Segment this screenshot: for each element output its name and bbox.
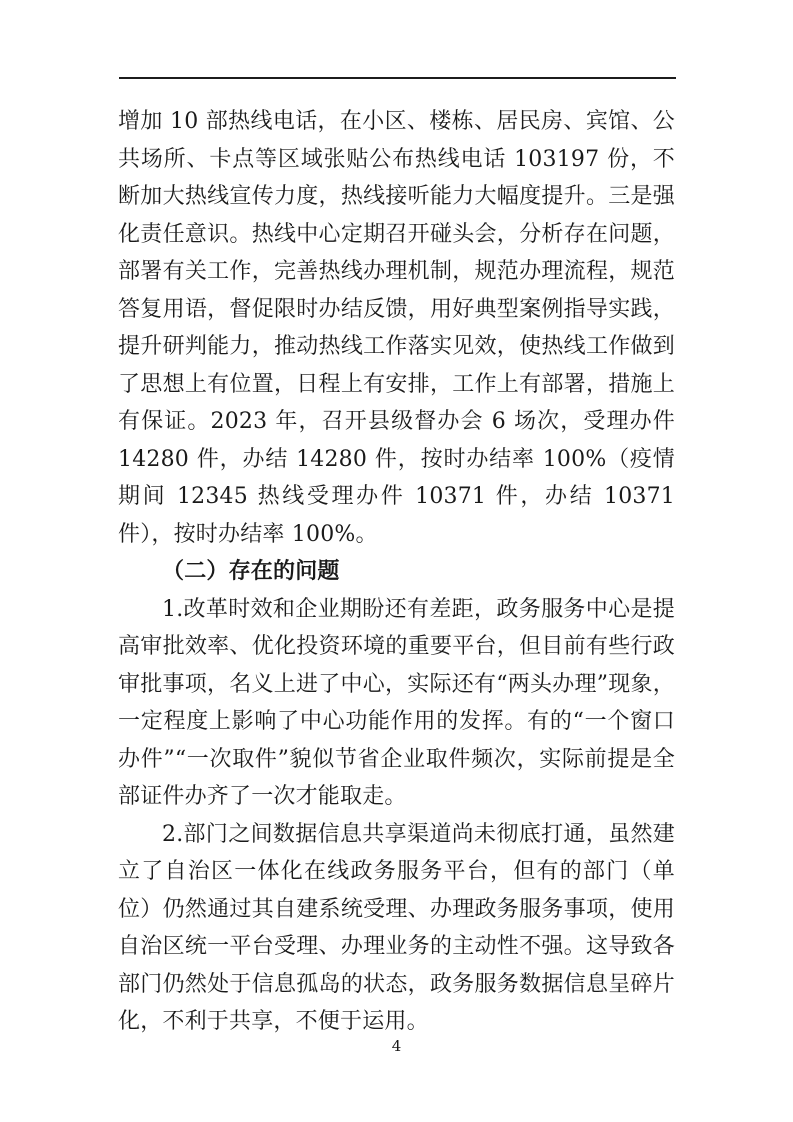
paragraph-hotline-continuation: 增加 10 部热线电话，在小区、楼栋、居民房、宾馆、公共场所、卡点等区域张贴公布热线电话 103197 份，不断加大热线宣传力度，热线接听能力大幅度提升。三是强化责任意识。热线中心定期召开碰头会，分析存在问题，部署有关工作，完善热线办理机制，规范办理流程，规范答复用语，督促限时办结反馈，用好典型案例指导实践，提升研判能力，推动热线工作落实见效，使热线工作做到了思想上有位置，日程上有安排，工作上有部署，措施上有保证。2023 年，召开县级督办会 6 场次，受理办件 14280 件，办结 14280 件，按时办结率 100%（疫情期间 12345 热线受理办件 10371 件，办结 10371 件），按时办结率 100%。 [118, 109, 675, 547]
document-body [118, 103, 675, 1041]
section-heading-existing-problems: （二）存在的问题 [162, 558, 340, 584]
header-rule [119, 77, 676, 79]
page-number: 4 [391, 1037, 402, 1055]
paragraph-problem-2: 2.部门之间数据信息共享渠道尚未彻底打通，虽然建立了自治区一体化在线政务服务平台，但有的部门（单位）仍然通过其自建系统受理、办理政务服务事项，使用自治区统一平台受理、办理业务的主动性不强。这导致各部门仍然处于信息孤岛的状态，政务服务数据信息呈碎片化，不利于共享，不便于运用。 [118, 821, 675, 1034]
paragraph-problem-1: 1.改革时效和企业期盼还有差距，政务服务中心是提高审批效率、优化投资环境的重要平台，但目前有些行政审批事项，名义上进了中心，实际还有“两头办理”现象，一定程度上影响了中心功能作用的发挥。有的“一个窗口办件”“一次取件”貌似节省企业取件频次，实际前提是全部证件办齐了一次才能取走。 [118, 596, 675, 809]
